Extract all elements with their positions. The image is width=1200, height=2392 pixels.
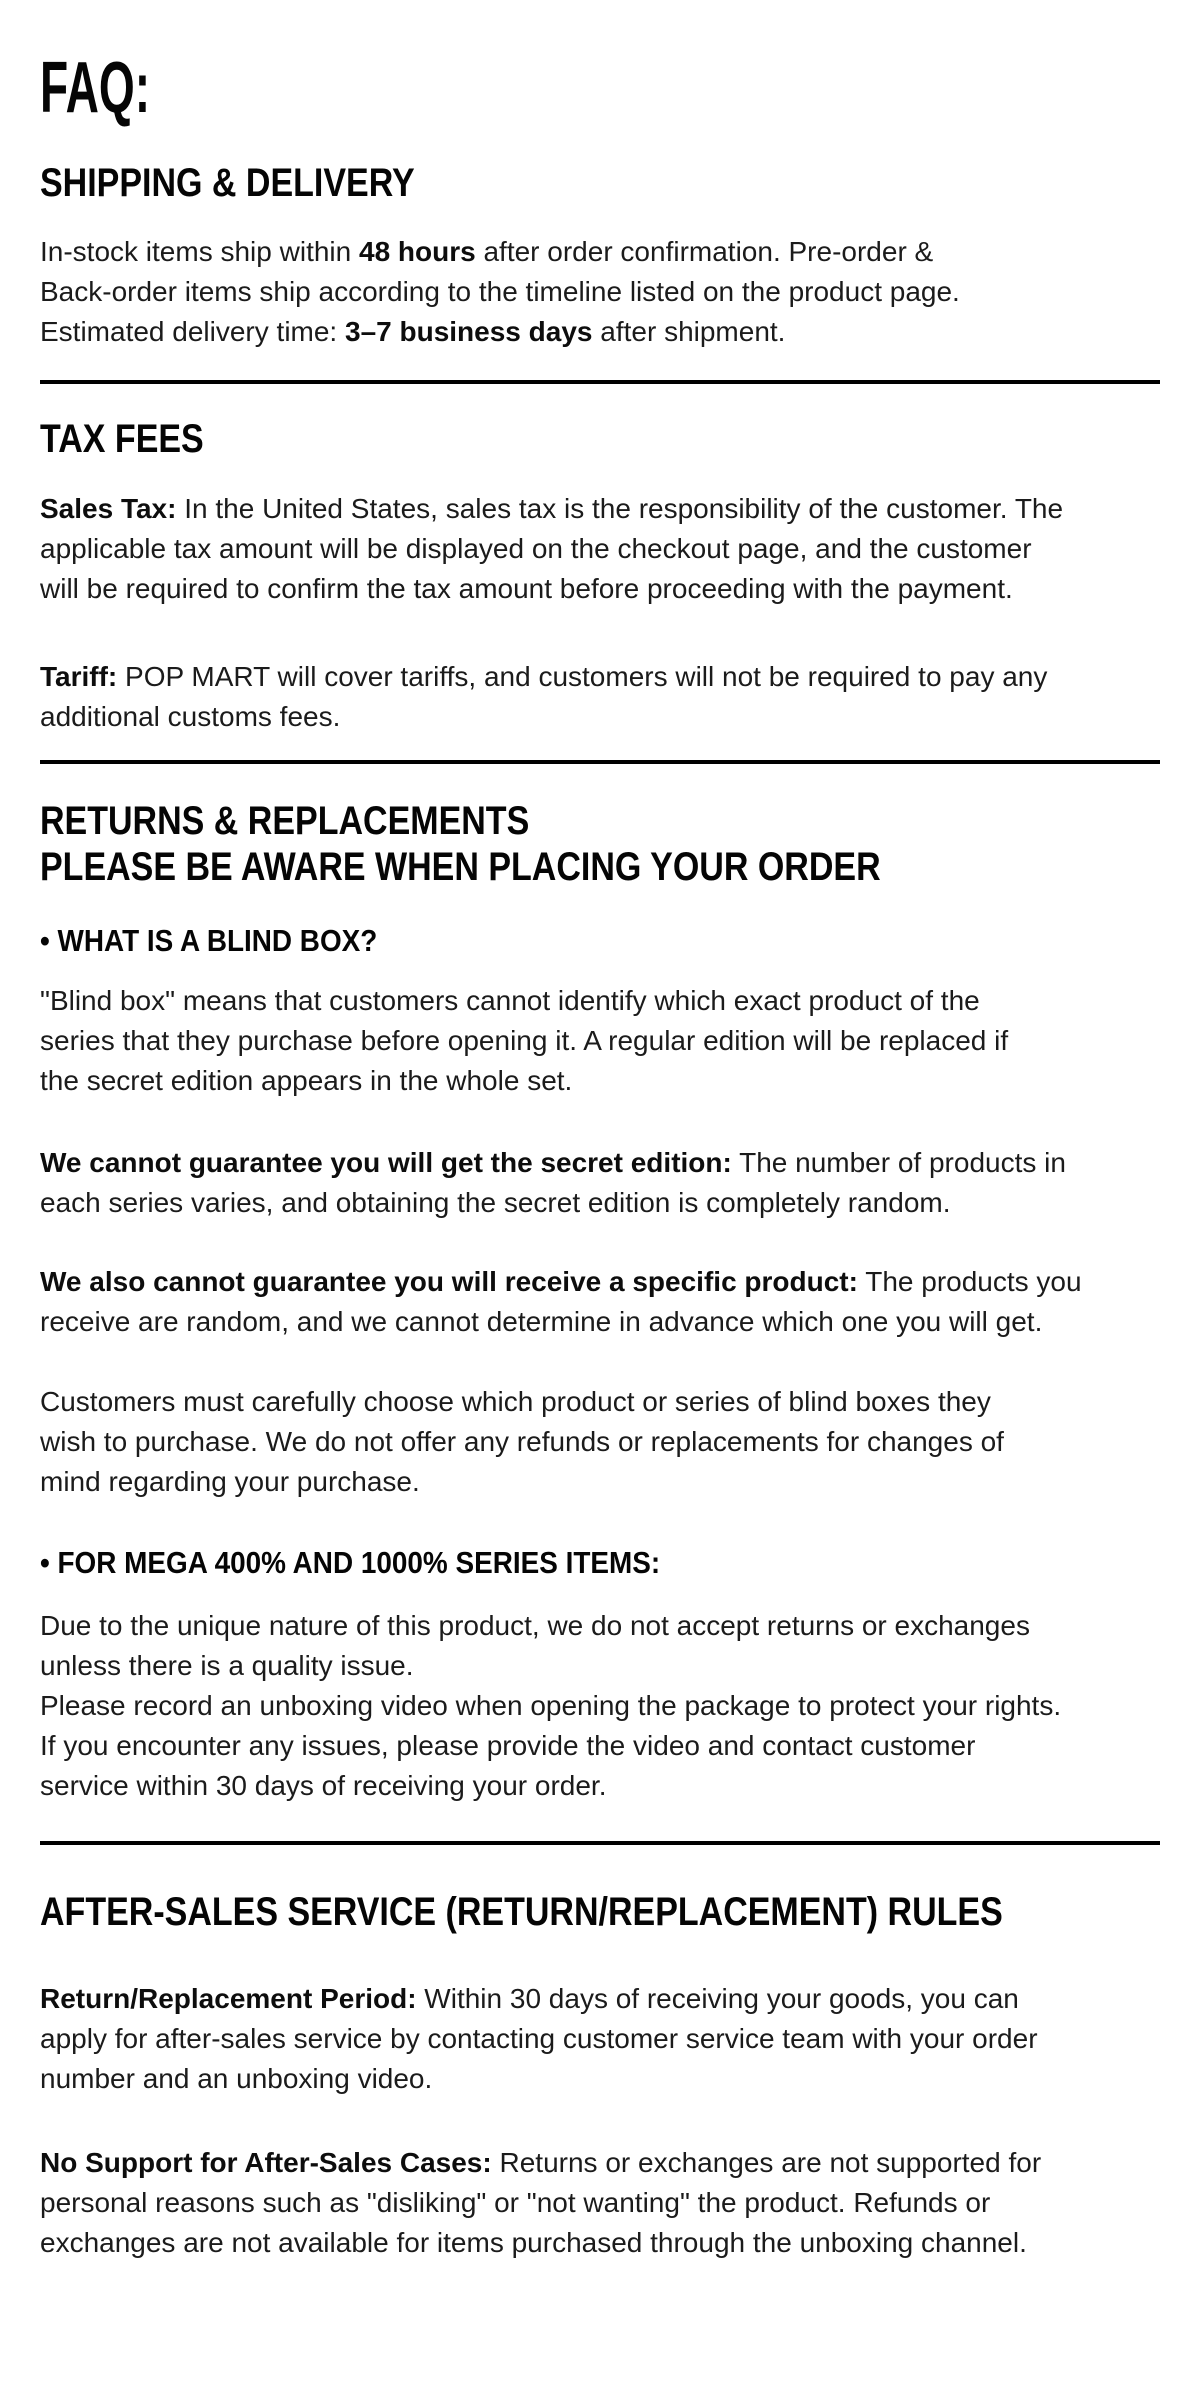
paragraph-line bbox=[40, 569, 1200, 609]
paragraph-line bbox=[40, 1061, 1200, 1101]
paragraph-line bbox=[40, 981, 1200, 1021]
text-segment: after shipment. bbox=[592, 316, 786, 347]
paragraph-line bbox=[40, 1382, 1200, 1422]
paragraph-specific-product bbox=[40, 1262, 1200, 1342]
paragraph-no-support bbox=[40, 2143, 1200, 2263]
text-segment-bold: Return/Replacement Period: bbox=[40, 1983, 417, 2014]
paragraph-line bbox=[40, 2019, 1200, 2059]
paragraph-line bbox=[40, 1183, 1200, 1223]
section-shipping bbox=[40, 160, 1200, 352]
text-segment: applicable tax amount will be displayed on the checkout page, and the customer bbox=[40, 533, 1032, 564]
text-segment: mind regarding your purchase. bbox=[40, 1466, 420, 1497]
subheading-blind-box: • WHAT IS A BLIND BOX? bbox=[40, 923, 378, 958]
paragraph-line bbox=[40, 2143, 1200, 2183]
paragraph-return-period bbox=[40, 1979, 1200, 2099]
text-segment: POP MART will cover tariffs, and customers will not be required to pay any bbox=[117, 661, 1048, 692]
paragraph-line bbox=[40, 1606, 1200, 1646]
paragraph-line bbox=[40, 232, 1200, 272]
paragraph-mega-series bbox=[40, 1606, 1200, 1806]
section-divider bbox=[40, 760, 1160, 764]
text-segment-bold: We cannot guarantee you will get the secret edition: bbox=[40, 1147, 732, 1178]
section-heading-tax-fees: TAX FEES bbox=[40, 417, 204, 461]
paragraph-line bbox=[40, 1686, 1200, 1726]
paragraph-line bbox=[40, 2059, 1200, 2099]
paragraph-tariff bbox=[40, 657, 1200, 737]
paragraph-line bbox=[40, 1302, 1200, 1342]
text-segment: exchanges are not available for items purchased through the unboxing channel. bbox=[40, 2227, 1027, 2258]
section-heading-after-sales: AFTER-SALES SERVICE (RETURN/REPLACEMENT) RULES bbox=[40, 1890, 1003, 1934]
text-segment-bold: We also cannot guarantee you will receive a specific product: bbox=[40, 1266, 858, 1297]
section-tax-fees bbox=[40, 416, 1200, 737]
paragraph-line bbox=[40, 1766, 1200, 1806]
text-segment: Please record an unboxing video when opening the package to protect your rights. bbox=[40, 1690, 1062, 1721]
section-heading-returns bbox=[40, 798, 1026, 890]
text-segment: unless there is a quality issue. bbox=[40, 1650, 414, 1681]
text-segment: If you encounter any issues, please provide the video and contact customer bbox=[40, 1730, 976, 1761]
paragraph-line bbox=[40, 657, 1200, 697]
text-segment: The number of products in bbox=[731, 1147, 1066, 1178]
text-segment-bold: Sales Tax: bbox=[40, 493, 177, 524]
text-segment: "Blind box" means that customers cannot identify which exact product of the bbox=[40, 985, 980, 1016]
text-segment: receive are random, and we cannot determine in advance which one you will get. bbox=[40, 1306, 1043, 1337]
section-after-sales bbox=[40, 1889, 1200, 2263]
text-segment: In the United States, sales tax is the responsibility of the customer. The bbox=[176, 493, 1064, 524]
heading-line: RETURNS & REPLACEMENTS bbox=[40, 799, 530, 843]
text-segment: wish to purchase. We do not offer any refunds or replacements for changes of bbox=[40, 1426, 1004, 1457]
text-segment: after order confirmation. Pre-order & bbox=[475, 236, 934, 267]
text-segment: The products you bbox=[857, 1266, 1082, 1297]
text-segment: the secret edition appears in the whole set. bbox=[40, 1065, 573, 1096]
paragraph-line bbox=[40, 272, 1200, 312]
text-segment-bold: No Support for After-Sales Cases: bbox=[40, 2147, 492, 2178]
paragraph-line bbox=[40, 1462, 1200, 1502]
paragraph-line bbox=[40, 697, 1200, 737]
text-segment: Within 30 days of receiving your goods, you can bbox=[416, 1983, 1019, 2014]
paragraph-line bbox=[40, 1726, 1200, 1766]
heading-line: PLEASE BE AWARE WHEN PLACING YOUR ORDER bbox=[40, 845, 881, 889]
page-title: FAQ: bbox=[40, 48, 151, 128]
paragraph-line bbox=[40, 1979, 1200, 2019]
paragraph-choose-carefully bbox=[40, 1382, 1200, 1502]
text-segment: Customers must carefully choose which product or series of blind boxes they bbox=[40, 1386, 991, 1417]
faq-document bbox=[0, 48, 1200, 2263]
section-heading-shipping: SHIPPING & DELIVERY bbox=[40, 161, 415, 205]
text-segment-bold: 3–7 business days bbox=[345, 316, 593, 347]
text-segment: each series varies, and obtaining the secret edition is completely random. bbox=[40, 1187, 951, 1218]
text-segment: In-stock items ship within bbox=[40, 236, 359, 267]
text-segment: series that they purchase before opening it. A regular edition will be replaced if bbox=[40, 1025, 1009, 1056]
text-segment: Estimated delivery time: bbox=[40, 316, 345, 347]
paragraph-line bbox=[40, 2223, 1200, 2263]
paragraph-line bbox=[40, 2183, 1200, 2223]
section-divider bbox=[40, 380, 1160, 384]
text-segment: Back-order items ship according to the timeline listed on the product page. bbox=[40, 276, 960, 307]
paragraph-blind-box bbox=[40, 981, 1200, 1101]
paragraph-line bbox=[40, 312, 1200, 352]
text-segment-bold: Tariff: bbox=[40, 661, 118, 692]
paragraph-shipping bbox=[40, 232, 1200, 352]
paragraph-secret-edition bbox=[40, 1143, 1200, 1223]
paragraph-line bbox=[40, 1262, 1200, 1302]
text-segment: Returns or exchanges are not supported for bbox=[491, 2147, 1042, 2178]
paragraph-line bbox=[40, 1646, 1200, 1686]
text-segment: service within 30 days of receiving your order. bbox=[40, 1770, 607, 1801]
section-divider bbox=[40, 1841, 1160, 1845]
section-returns bbox=[40, 798, 1200, 1806]
paragraph-line bbox=[40, 1143, 1200, 1183]
text-segment: additional customs fees. bbox=[40, 701, 341, 732]
subheading-mega-series: • FOR MEGA 400% AND 1000% SERIES ITEMS: bbox=[40, 1545, 661, 1580]
text-segment: personal reasons such as "disliking" or "not wanting" the product. Refunds or bbox=[40, 2187, 991, 2218]
text-segment-bold: 48 hours bbox=[359, 236, 476, 267]
paragraph-line bbox=[40, 489, 1200, 529]
paragraph-line bbox=[40, 529, 1200, 569]
paragraph-line bbox=[40, 1021, 1200, 1061]
text-segment: number and an unboxing video. bbox=[40, 2063, 433, 2094]
text-segment: apply for after-sales service by contacting customer service team with your order bbox=[40, 2023, 1038, 2054]
text-segment: Due to the unique nature of this product, we do not accept returns or exchanges bbox=[40, 1610, 1030, 1641]
paragraph-line bbox=[40, 1422, 1200, 1462]
text-segment: will be required to confirm the tax amount before proceeding with the payment. bbox=[40, 573, 1013, 604]
paragraph-sales-tax bbox=[40, 489, 1200, 609]
